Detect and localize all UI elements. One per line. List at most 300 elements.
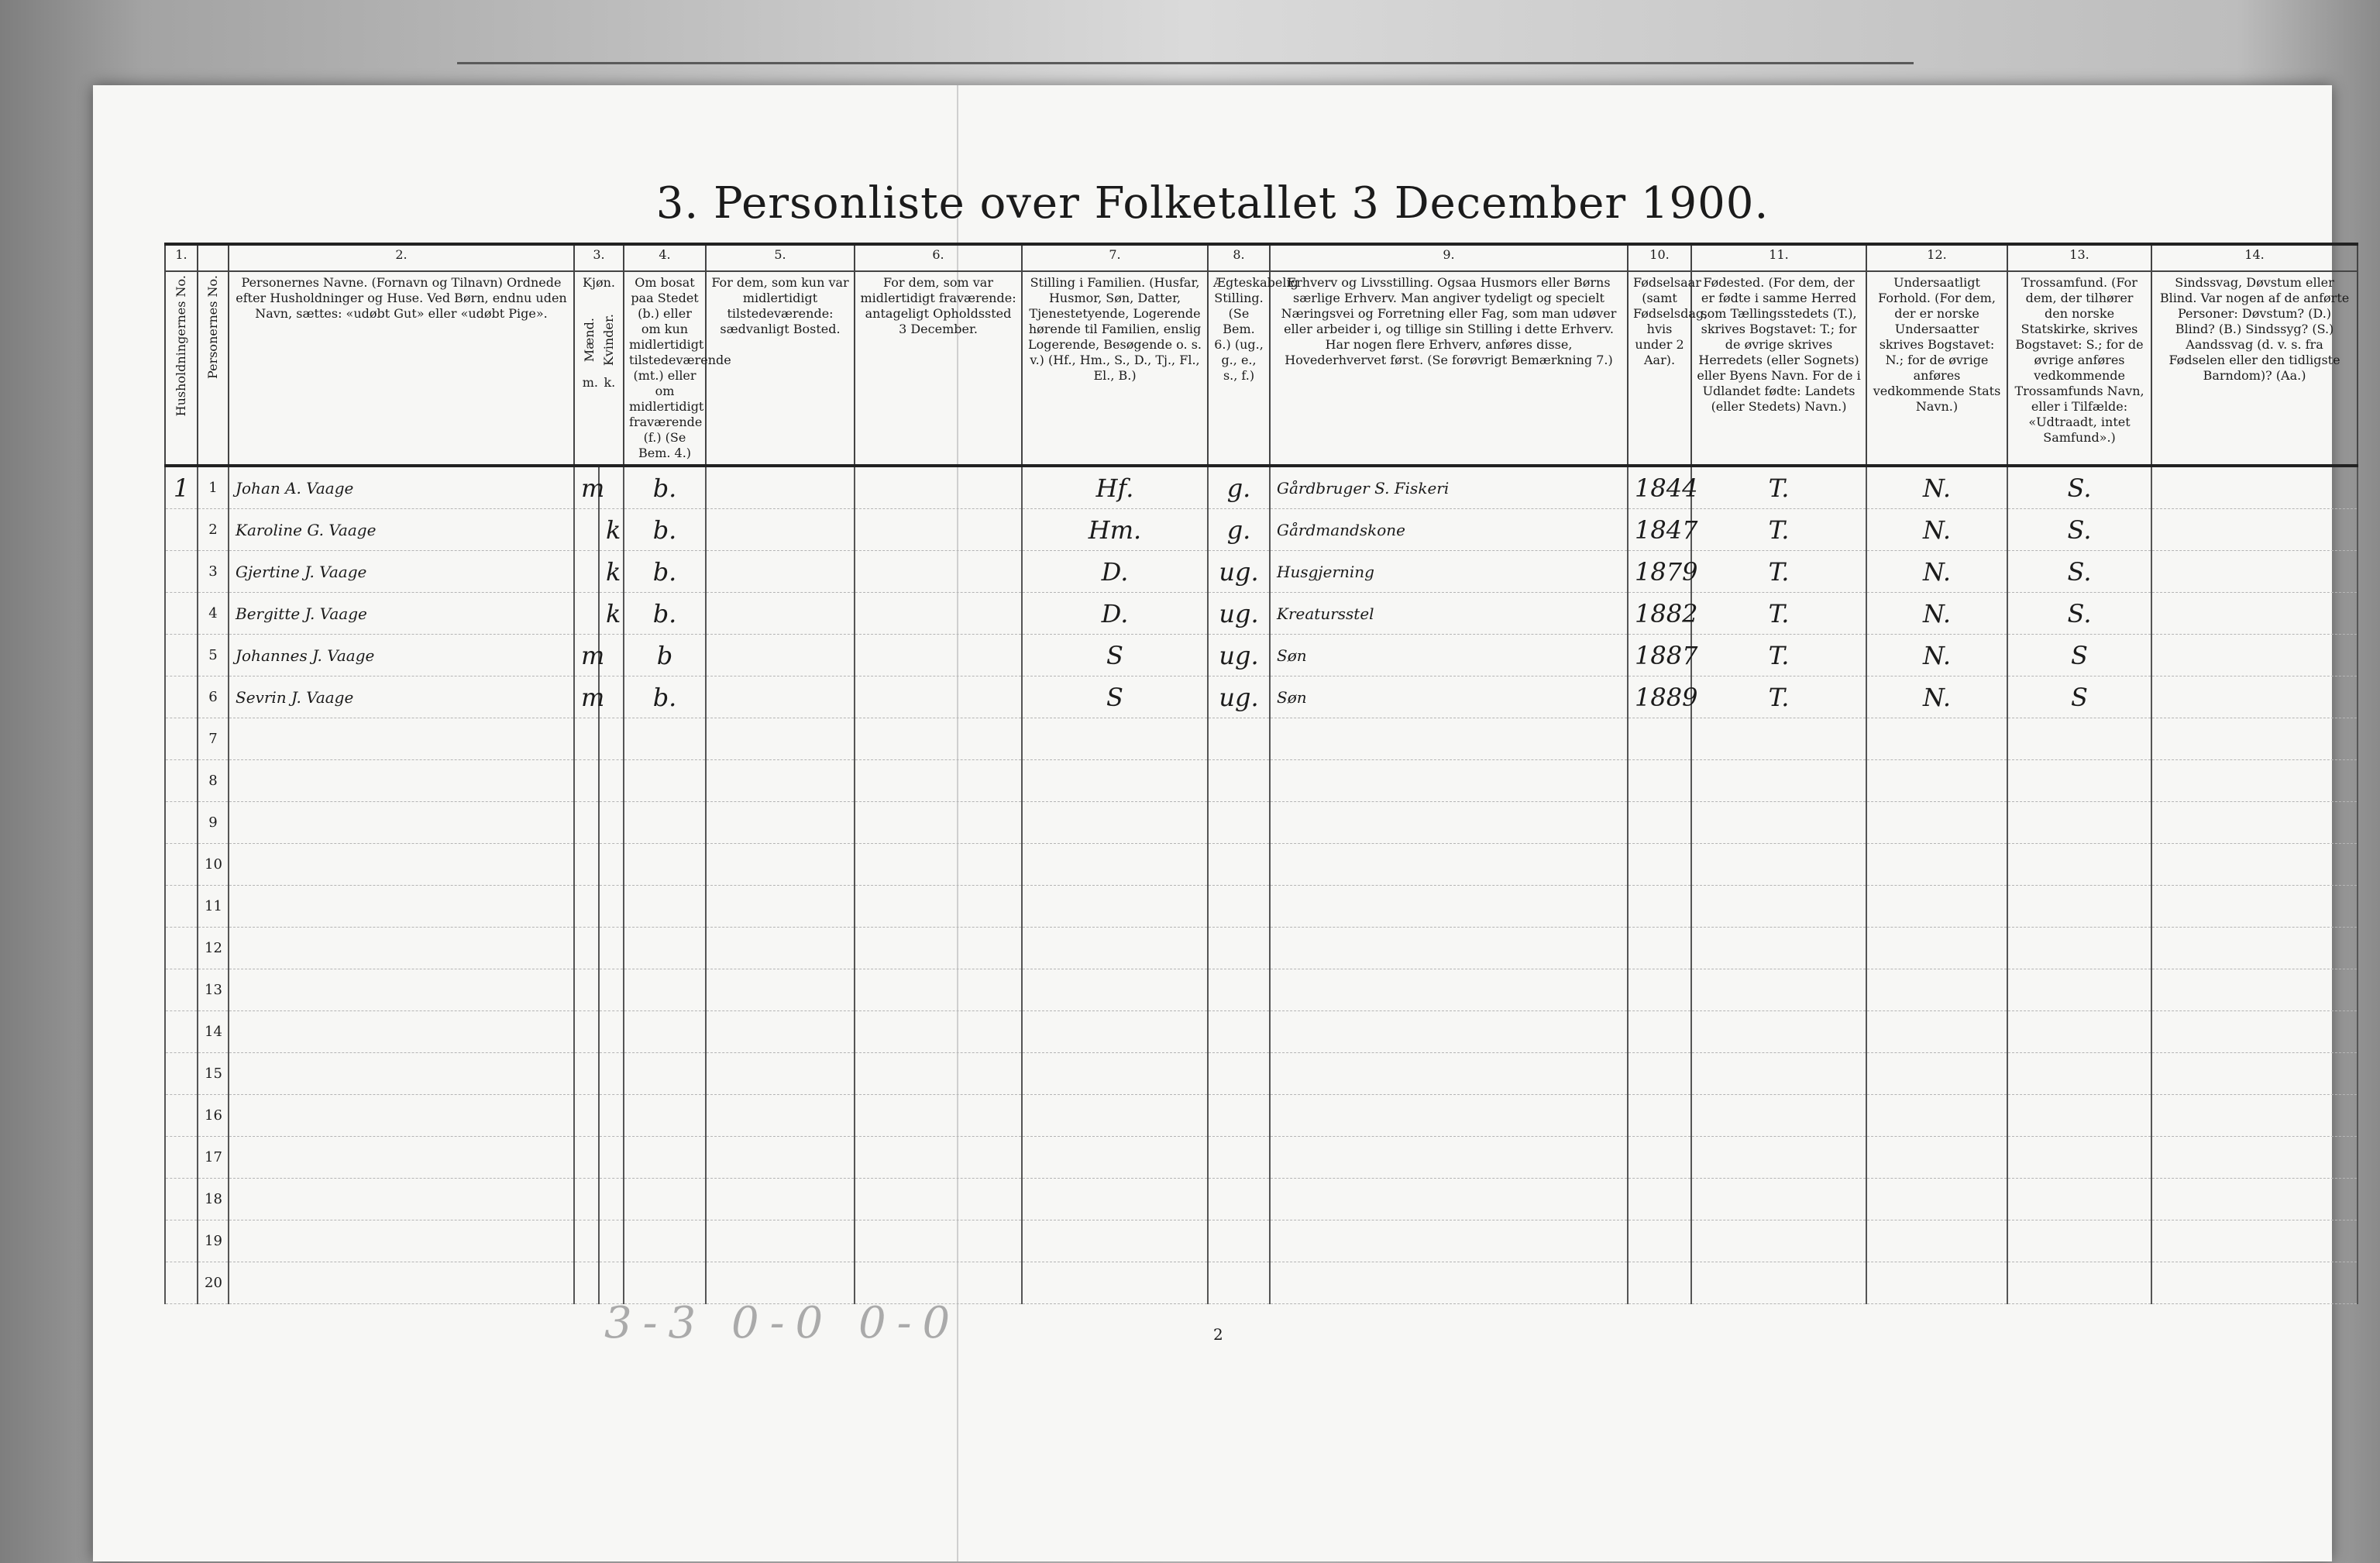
cell-sex-male xyxy=(574,1220,599,1262)
cell-disability xyxy=(2151,1053,2358,1095)
cell-person-name xyxy=(229,1262,574,1304)
cell-usual-residence xyxy=(706,886,855,928)
header-sex-letters xyxy=(580,375,618,391)
cell-occupation xyxy=(1270,1011,1628,1053)
cell-disability xyxy=(2151,1011,2358,1053)
cell-sex-male xyxy=(574,969,599,1011)
cell-person-name: Karoline G. Vaage xyxy=(229,509,574,551)
header-names: Personernes Navne. (Fornavn og Tilnavn) Ordnede efter Husholdninger og Huse. Ved Børn, endnu uden Navn, sættes: «udøbt Gut» eller «udøbt Pige». xyxy=(229,271,574,466)
cell-household-number xyxy=(165,1220,198,1262)
cell-disability xyxy=(2151,551,2358,593)
cell-religion xyxy=(2007,1179,2151,1220)
cell-birth-year: 1882 xyxy=(1628,593,1691,635)
cell-residence-status xyxy=(624,1095,706,1137)
cell-religion xyxy=(2007,928,2151,969)
cell-occupation xyxy=(1270,1220,1628,1262)
cell-birth-year: 1887 xyxy=(1628,635,1691,676)
cell-sex-female xyxy=(599,718,624,760)
cell-sex-female xyxy=(599,969,624,1011)
table-row xyxy=(165,1011,2358,1053)
cell-sex-female xyxy=(599,886,624,928)
cell-occupation xyxy=(1270,760,1628,802)
cell-person-name xyxy=(229,1095,574,1137)
cell-occupation: Husgjerning xyxy=(1270,551,1628,593)
cell-sex-female xyxy=(599,1095,624,1137)
table-row xyxy=(165,886,2358,928)
cell-family-position xyxy=(1022,1053,1208,1095)
cell-occupation xyxy=(1270,718,1628,760)
cell-birthplace xyxy=(1691,1011,1866,1053)
cell-residence-status xyxy=(624,1053,706,1095)
cell-birthplace xyxy=(1691,928,1866,969)
table-row xyxy=(165,1137,2358,1179)
colnum-4: 4. xyxy=(624,244,706,271)
header-sex-k: k. xyxy=(604,375,616,391)
cell-citizenship xyxy=(1866,1011,2007,1053)
cell-marital-status xyxy=(1208,1262,1270,1304)
cell-household-number xyxy=(165,928,198,969)
cell-occupation xyxy=(1270,844,1628,886)
cell-sex-male xyxy=(574,1011,599,1053)
cell-disability xyxy=(2151,593,2358,635)
cell-birthplace: T. xyxy=(1691,551,1866,593)
colnum-2: 2. xyxy=(229,244,574,271)
cell-marital-status xyxy=(1208,1220,1270,1262)
cell-citizenship xyxy=(1866,844,2007,886)
cell-birthplace xyxy=(1691,1179,1866,1220)
cell-religion xyxy=(2007,1053,2151,1095)
cell-occupation xyxy=(1270,1053,1628,1095)
cell-household-number xyxy=(165,1179,198,1220)
table-row xyxy=(165,509,2358,551)
cell-sex-male xyxy=(574,844,599,886)
cell-person-number: 16 xyxy=(198,1095,229,1137)
colnum-5: 5. xyxy=(706,244,855,271)
cell-occupation xyxy=(1270,969,1628,1011)
cell-sex-female xyxy=(599,1053,624,1095)
cell-birth-year xyxy=(1628,1262,1691,1304)
header-birthplace: Fødested. (For dem, der er fødte i samme Herred som Tællingsstedets (T.), skrives Bogstavet: T.; for de øvrige skrives Herredets (eller Sognets) eller Byens Navn. For de i Udlandet fødte: Landets (eller Stedets) Navn.) xyxy=(1691,271,1866,466)
cell-temporary-location xyxy=(855,1179,1022,1220)
cell-birth-year xyxy=(1628,1220,1691,1262)
table-row xyxy=(165,1220,2358,1262)
cell-disability xyxy=(2151,1262,2358,1304)
cell-disability xyxy=(2151,1137,2358,1179)
cell-sex-male xyxy=(574,509,599,551)
table-row xyxy=(165,1095,2358,1137)
cell-citizenship xyxy=(1866,1095,2007,1137)
cell-disability xyxy=(2151,1095,2358,1137)
cell-citizenship xyxy=(1866,1262,2007,1304)
header-disability: Sindssvag, Døvstum eller Blind. Var nogen af de anførte Personer: Døvstum? (D.) Blind? (B.) Sindssyg? (S.) Aandssvag (d. v. s. fra Fødselen eller den tidligste Barndom)? (Aa.) xyxy=(2151,271,2358,466)
cell-person-name xyxy=(229,1220,574,1262)
cell-usual-residence xyxy=(706,466,855,509)
page-number: 2 xyxy=(1213,1325,1223,1344)
cell-birth-year: 1889 xyxy=(1628,676,1691,718)
cell-usual-residence xyxy=(706,593,855,635)
cell-temporary-location xyxy=(855,1220,1022,1262)
cell-birth-year xyxy=(1628,802,1691,844)
cell-usual-residence xyxy=(706,635,855,676)
column-number-row xyxy=(165,244,2358,271)
cell-occupation xyxy=(1270,1095,1628,1137)
colnum-3: 3. xyxy=(574,244,624,271)
cell-person-name xyxy=(229,886,574,928)
colnum-7: 7. xyxy=(1022,244,1208,271)
cell-temporary-location xyxy=(855,1095,1022,1137)
cell-family-position: S xyxy=(1022,635,1208,676)
cell-citizenship xyxy=(1866,886,2007,928)
cell-residence-status: b. xyxy=(624,509,706,551)
table-row xyxy=(165,635,2358,676)
cell-temporary-location xyxy=(855,969,1022,1011)
cell-person-name: Bergitte J. Vaage xyxy=(229,593,574,635)
cell-person-number: 9 xyxy=(198,802,229,844)
cell-birthplace xyxy=(1691,886,1866,928)
cell-disability xyxy=(2151,844,2358,886)
cell-temporary-location xyxy=(855,551,1022,593)
cell-sex-male xyxy=(574,1095,599,1137)
cell-citizenship xyxy=(1866,718,2007,760)
cell-religion: S. xyxy=(2007,551,2151,593)
cell-household-number xyxy=(165,718,198,760)
cell-residence-status xyxy=(624,1220,706,1262)
cell-religion xyxy=(2007,1220,2151,1262)
cell-sex-male xyxy=(574,551,599,593)
cell-person-name xyxy=(229,1053,574,1095)
table-row xyxy=(165,466,2358,509)
cell-family-position xyxy=(1022,802,1208,844)
cell-occupation xyxy=(1270,928,1628,969)
pencil-tally: 3-3 0-0 0-0 xyxy=(604,1298,961,1348)
colnum-14: 14. xyxy=(2151,244,2358,271)
cell-sex-female xyxy=(599,928,624,969)
colnum-9: 9. xyxy=(1270,244,1628,271)
cell-temporary-location xyxy=(855,509,1022,551)
cell-disability xyxy=(2151,635,2358,676)
cell-marital-status: ug. xyxy=(1208,676,1270,718)
cell-person-number: 18 xyxy=(198,1179,229,1220)
cell-birth-year: 1879 xyxy=(1628,551,1691,593)
cell-occupation: Gårdbruger S. Fiskeri xyxy=(1270,466,1628,509)
table-row xyxy=(165,844,2358,886)
cell-residence-status: b xyxy=(624,635,706,676)
colnum-1b xyxy=(198,244,229,271)
cell-religion xyxy=(2007,1137,2151,1179)
cell-person-name: Johannes J. Vaage xyxy=(229,635,574,676)
cell-person-number: 7 xyxy=(198,718,229,760)
cell-family-position xyxy=(1022,760,1208,802)
cell-person-name xyxy=(229,760,574,802)
cell-household-number xyxy=(165,509,198,551)
cell-religion: S. xyxy=(2007,593,2151,635)
cell-residence-status xyxy=(624,760,706,802)
cell-household-number xyxy=(165,1053,198,1095)
cell-disability xyxy=(2151,466,2358,509)
cell-marital-status xyxy=(1208,1179,1270,1220)
cell-usual-residence xyxy=(706,1095,855,1137)
colnum-1: 1. xyxy=(165,244,198,271)
cell-citizenship xyxy=(1866,1053,2007,1095)
header-temporary-location: For dem, som var midlertidigt fraværende: antageligt Opholdssted 3 December. xyxy=(855,271,1022,466)
cell-religion: S. xyxy=(2007,466,2151,509)
cell-marital-status xyxy=(1208,1137,1270,1179)
cell-citizenship: N. xyxy=(1866,676,2007,718)
cell-sex-female xyxy=(599,1011,624,1053)
cell-person-number: 1 xyxy=(198,466,229,509)
cell-household-number xyxy=(165,1011,198,1053)
cell-citizenship xyxy=(1866,1179,2007,1220)
cell-residence-status xyxy=(624,844,706,886)
cell-person-number: 5 xyxy=(198,635,229,676)
cell-citizenship xyxy=(1866,1137,2007,1179)
cell-birthplace xyxy=(1691,1220,1866,1262)
cell-occupation: Kreatursstel xyxy=(1270,593,1628,635)
cell-birth-year xyxy=(1628,1011,1691,1053)
cell-person-number: 17 xyxy=(198,1137,229,1179)
header-sex-maend: Mænd. xyxy=(581,318,597,363)
cell-person-number: 10 xyxy=(198,844,229,886)
colnum-11: 11. xyxy=(1691,244,1866,271)
cell-residence-status xyxy=(624,928,706,969)
cell-person-number: 4 xyxy=(198,593,229,635)
cell-residence-status xyxy=(624,1137,706,1179)
cell-birthplace: T. xyxy=(1691,509,1866,551)
cell-citizenship xyxy=(1866,802,2007,844)
cell-religion xyxy=(2007,718,2151,760)
census-sheet xyxy=(93,85,2350,1561)
cell-marital-status: ug. xyxy=(1208,635,1270,676)
table-row xyxy=(165,593,2358,635)
cell-sex-male xyxy=(574,802,599,844)
cell-sex-male xyxy=(574,928,599,969)
cell-birthplace xyxy=(1691,802,1866,844)
table-row xyxy=(165,718,2358,760)
column-header-row xyxy=(165,271,2358,466)
cell-person-number: 19 xyxy=(198,1220,229,1262)
cell-religion xyxy=(2007,886,2151,928)
header-person-no: Personernes No. xyxy=(198,271,229,466)
cell-household-number: 1 xyxy=(165,466,198,509)
header-usual-residence: For dem, som kun var midlertidigt tilstedeværende: sædvanligt Bosted. xyxy=(706,271,855,466)
cell-household-number xyxy=(165,593,198,635)
cell-family-position xyxy=(1022,969,1208,1011)
cell-occupation xyxy=(1270,1137,1628,1179)
cell-household-number xyxy=(165,969,198,1011)
cell-occupation: Gårdmandskone xyxy=(1270,509,1628,551)
table-row xyxy=(165,551,2358,593)
cell-disability xyxy=(2151,928,2358,969)
cell-person-number: 20 xyxy=(198,1262,229,1304)
header-sex-label: Kjøn. xyxy=(583,275,615,290)
header-household-no: Husholdningernes No. xyxy=(165,271,198,466)
cell-usual-residence xyxy=(706,1011,855,1053)
cell-sex-female xyxy=(599,802,624,844)
census-rows xyxy=(165,466,2358,1304)
cell-temporary-location xyxy=(855,466,1022,509)
cell-sex-male xyxy=(574,1053,599,1095)
header-religion: Trossamfund. (For dem, der tilhører den norske Statskirke, skrives Bogstavet: S.; for de øvrige anføres vedkommende Trossamfunds Navn, eller i Tilfælde: «Udtraadt, intet Samfund».) xyxy=(2007,271,2151,466)
cell-person-number: 12 xyxy=(198,928,229,969)
cell-usual-residence xyxy=(706,1053,855,1095)
cell-usual-residence xyxy=(706,969,855,1011)
cell-person-number: 11 xyxy=(198,886,229,928)
cell-family-position xyxy=(1022,1095,1208,1137)
cell-family-position xyxy=(1022,1137,1208,1179)
header-sex-words xyxy=(580,314,618,366)
cell-sex-male xyxy=(574,1262,599,1304)
cell-usual-residence xyxy=(706,676,855,718)
cell-citizenship xyxy=(1866,928,2007,969)
cell-person-number: 6 xyxy=(198,676,229,718)
cell-religion: S. xyxy=(2007,509,2151,551)
cell-residence-status: b. xyxy=(624,676,706,718)
cell-marital-status xyxy=(1208,802,1270,844)
header-residence-status: Om bosat paa Stedet (b.) eller om kun midlertidigt tilstedeværende (mt.) eller om midlertidigt fraværende (f.) (Se Bem. 4.) xyxy=(624,271,706,466)
cell-citizenship xyxy=(1866,1220,2007,1262)
cell-family-position xyxy=(1022,928,1208,969)
cell-household-number xyxy=(165,676,198,718)
cell-marital-status xyxy=(1208,1053,1270,1095)
cell-sex-male: m xyxy=(574,635,599,676)
cell-family-position xyxy=(1022,1262,1208,1304)
cell-birth-year: 1844 xyxy=(1628,466,1691,509)
cell-disability xyxy=(2151,802,2358,844)
header-sex-m: m. xyxy=(582,375,598,391)
cell-religion: S xyxy=(2007,676,2151,718)
cell-religion xyxy=(2007,760,2151,802)
cell-family-position xyxy=(1022,718,1208,760)
cell-household-number xyxy=(165,760,198,802)
cell-birthplace xyxy=(1691,1137,1866,1179)
table-row xyxy=(165,676,2358,718)
cell-usual-residence xyxy=(706,551,855,593)
cell-family-position: Hm. xyxy=(1022,509,1208,551)
cell-person-name xyxy=(229,1137,574,1179)
cell-birthplace xyxy=(1691,969,1866,1011)
cell-sex-male xyxy=(574,593,599,635)
cell-family-position xyxy=(1022,1011,1208,1053)
cell-sex-male xyxy=(574,886,599,928)
cell-temporary-location xyxy=(855,1011,1022,1053)
cell-birth-year xyxy=(1628,886,1691,928)
cell-temporary-location xyxy=(855,635,1022,676)
table-row xyxy=(165,802,2358,844)
cell-disability xyxy=(2151,760,2358,802)
cell-citizenship: N. xyxy=(1866,466,2007,509)
cell-person-number: 8 xyxy=(198,760,229,802)
cell-marital-status xyxy=(1208,844,1270,886)
cell-household-number xyxy=(165,844,198,886)
cell-temporary-location xyxy=(855,844,1022,886)
cell-person-name: Gjertine J. Vaage xyxy=(229,551,574,593)
cell-household-number xyxy=(165,551,198,593)
cell-occupation xyxy=(1270,1179,1628,1220)
page-title: 3. Personliste over Folketallet 3 December 1900. xyxy=(655,178,1770,229)
cell-usual-residence xyxy=(706,1179,855,1220)
cell-citizenship: N. xyxy=(1866,635,2007,676)
cell-person-name xyxy=(229,1011,574,1053)
cell-occupation: Søn xyxy=(1270,635,1628,676)
cell-birthplace xyxy=(1691,1095,1866,1137)
cell-usual-residence xyxy=(706,509,855,551)
cell-person-number: 2 xyxy=(198,509,229,551)
cell-family-position xyxy=(1022,886,1208,928)
cell-family-position xyxy=(1022,1179,1208,1220)
top-rule xyxy=(457,62,1914,64)
cell-person-number: 3 xyxy=(198,551,229,593)
cell-sex-female: k xyxy=(599,509,624,551)
cell-birthplace xyxy=(1691,760,1866,802)
table-row xyxy=(165,760,2358,802)
cell-marital-status xyxy=(1208,969,1270,1011)
cell-religion xyxy=(2007,1095,2151,1137)
cell-person-number: 15 xyxy=(198,1053,229,1095)
cell-family-position: D. xyxy=(1022,551,1208,593)
cell-marital-status xyxy=(1208,1011,1270,1053)
cell-occupation xyxy=(1270,886,1628,928)
cell-sex-male xyxy=(574,1179,599,1220)
cell-birth-year xyxy=(1628,1179,1691,1220)
cell-marital-status: ug. xyxy=(1208,593,1270,635)
cell-usual-residence xyxy=(706,718,855,760)
cell-birthplace: T. xyxy=(1691,635,1866,676)
cell-sex-female xyxy=(599,760,624,802)
cell-residence-status xyxy=(624,1179,706,1220)
cell-usual-residence xyxy=(706,844,855,886)
cell-occupation: Søn xyxy=(1270,676,1628,718)
cell-residence-status: b. xyxy=(624,593,706,635)
cell-birthplace xyxy=(1691,844,1866,886)
cell-birth-year xyxy=(1628,1053,1691,1095)
cell-disability xyxy=(2151,1179,2358,1220)
cell-birthplace: T. xyxy=(1691,676,1866,718)
colnum-13: 13. xyxy=(2007,244,2151,271)
cell-family-position: Hf. xyxy=(1022,466,1208,509)
cell-marital-status: g. xyxy=(1208,509,1270,551)
cell-household-number xyxy=(165,635,198,676)
cell-disability xyxy=(2151,509,2358,551)
table-row xyxy=(165,969,2358,1011)
cell-sex-male: m xyxy=(574,466,599,509)
cell-usual-residence xyxy=(706,928,855,969)
colnum-10: 10. xyxy=(1628,244,1691,271)
header-citizenship: Undersaatligt Forhold. (For dem, der er norske Undersaatter skrives Bogstavet: N.; for de øvrige anføres vedkommende Stats Navn.) xyxy=(1866,271,2007,466)
cell-family-position xyxy=(1022,844,1208,886)
cell-marital-status xyxy=(1208,718,1270,760)
cell-marital-status: ug. xyxy=(1208,551,1270,593)
cell-person-number: 14 xyxy=(198,1011,229,1053)
cell-religion xyxy=(2007,969,2151,1011)
cell-sex-female: k xyxy=(599,551,624,593)
cell-birth-year xyxy=(1628,928,1691,969)
cell-disability xyxy=(2151,676,2358,718)
cell-birthplace: T. xyxy=(1691,466,1866,509)
cell-household-number xyxy=(165,886,198,928)
cell-religion xyxy=(2007,844,2151,886)
cell-religion xyxy=(2007,1262,2151,1304)
cell-residence-status: b. xyxy=(624,466,706,509)
cell-person-name xyxy=(229,718,574,760)
cell-person-name xyxy=(229,1179,574,1220)
cell-household-number xyxy=(165,1137,198,1179)
cell-birth-year xyxy=(1628,760,1691,802)
cell-residence-status xyxy=(624,802,706,844)
cell-person-name xyxy=(229,802,574,844)
cell-occupation xyxy=(1270,802,1628,844)
cell-marital-status: g. xyxy=(1208,466,1270,509)
cell-sex-female: k xyxy=(599,593,624,635)
